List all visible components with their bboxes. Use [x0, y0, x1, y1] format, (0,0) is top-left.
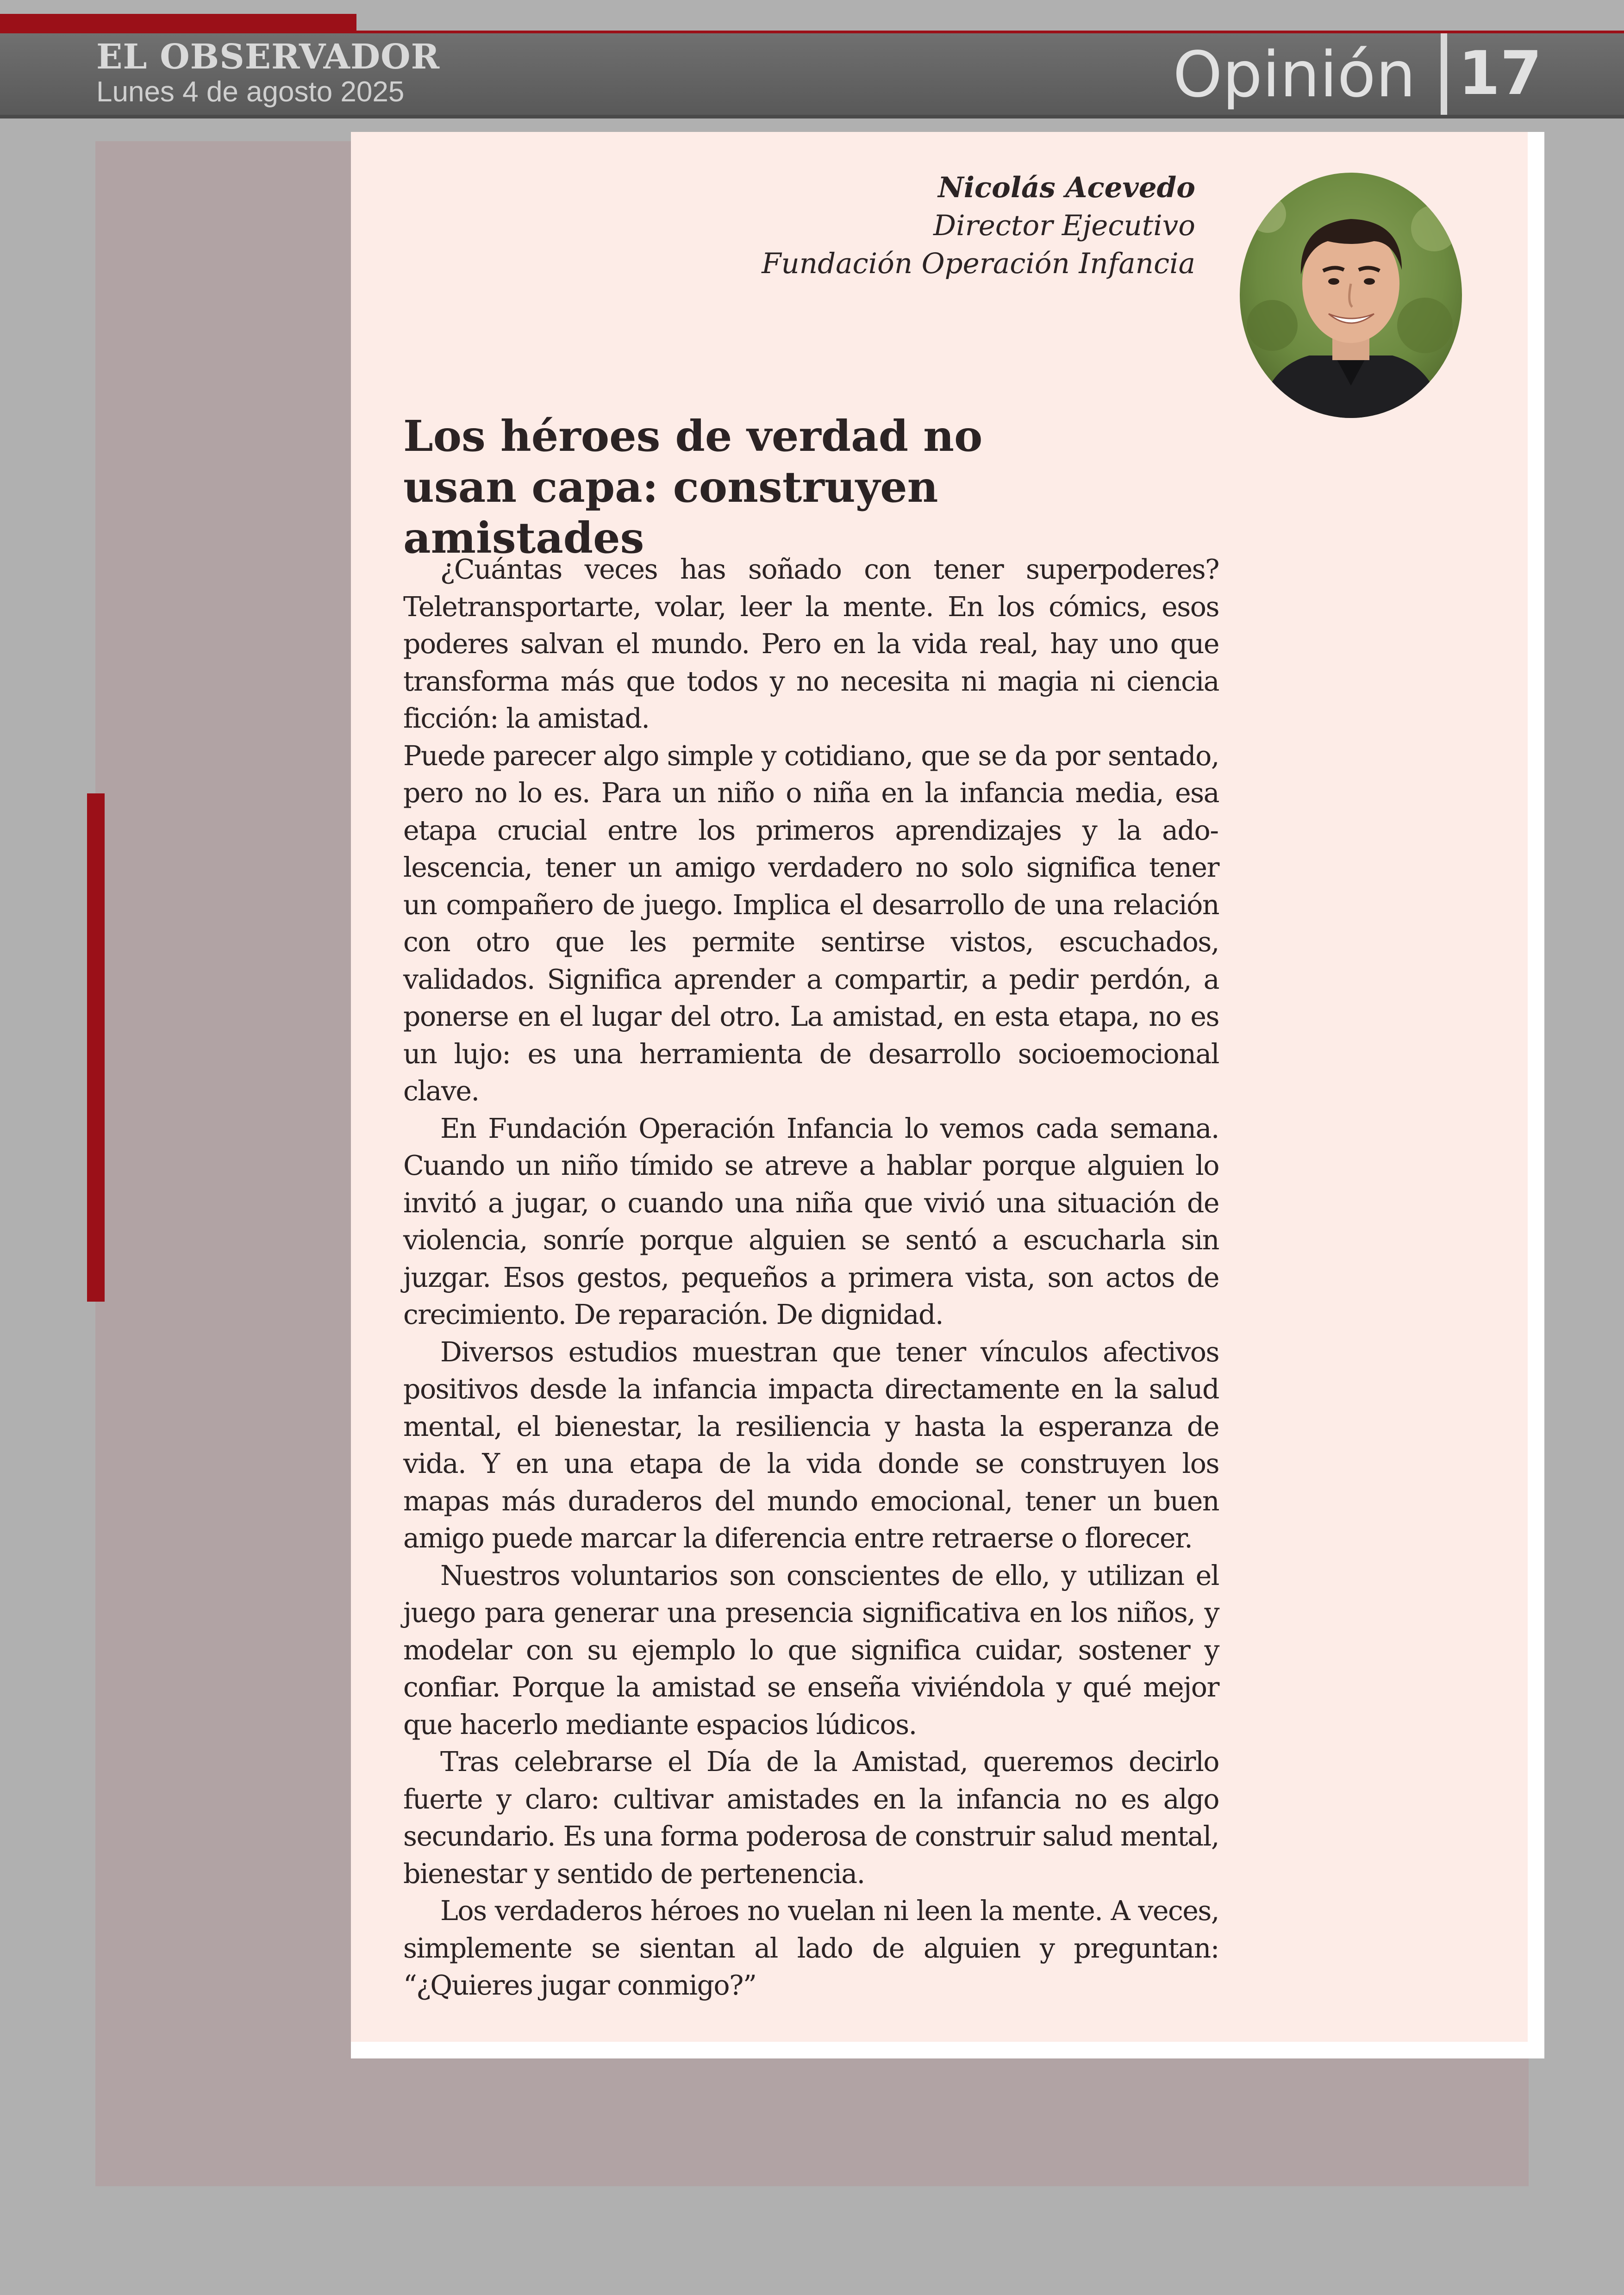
article-card — [351, 132, 1544, 2058]
article-paragraph: Tras celebrarse el Día de la Amistad, queremos decirlo fuerte y claro: cultivar amistades en la infancia no es algo secundario. Es una forma poderosa de construir salud mental, bienestar y sentido de pertenencia. — [403, 1746, 1219, 1890]
author-name: Nicolás Acevedo — [938, 171, 1195, 204]
author-organization: Fundación Operación Infancia — [762, 247, 1195, 280]
article-paragraph: Puede parecer algo simple y cotidiano, que se da por sentado, pero no lo es. Para un niño o niña en la infancia media, esa etapa crucial entre los primeros aprendizajes y la adolescencia, tener un amigo verdadero no solo significa tener un compañero de juego. Implica el desarrollo de una relación con otro que les permite sentirse vistos, escuchados, validados. Significa aprender a compartir, a pedir perdón, a ponerse en el lugar del otro. La amistad, en esta etapa, no es un lujo: es una herramienta de desarrollo socioemocional clave. — [403, 740, 1219, 1107]
header-accent-bar — [0, 14, 356, 31]
author-role: Director Ejecutivo — [933, 209, 1195, 242]
article-headline: Los héroes de verdad no usan capa: construyen amistades — [403, 411, 983, 563]
byline — [762, 169, 1195, 283]
article-body — [403, 551, 1219, 2004]
masthead: EL OBSERVADOR — [96, 37, 440, 77]
article-paragraph: ¿Cuántas veces has soñado con tener superpoderes? Teletransportarte, volar, leer la mente. En los cómics, esos poderes salvan el mundo. Pero en la vida real, hay uno que transforma más que todos y no necesita ni magia ni ciencia ficción: la amistad. — [403, 554, 1219, 734]
article-card-inner — [351, 132, 1528, 2042]
issue-date: Lunes 4 de agosto 2025 — [96, 76, 405, 108]
section-name: Opinión — [1173, 38, 1416, 112]
side-accent-bar — [87, 793, 105, 1302]
article-paragraph: Los verdaderos héroes no vuelan ni leen la mente. A veces, simplemente se sientan al lado de alguien y preguntan: “¿Quieres jugar conmigo?” — [403, 1895, 1219, 2001]
article-paragraph: Nuestros voluntarios son conscientes de ello, y utilizan el juego para generar una presencia significativa en los niños, y modelar con su ejemplo lo que significa cuidar, sostener y confiar. Porque la amistad se enseña viviéndola y qué mejor que hacerlo mediante espacios lúdicos. — [403, 1559, 1219, 1740]
page-number: 17 — [1458, 38, 1542, 108]
page-header — [0, 31, 1624, 118]
header-divider — [1441, 33, 1447, 115]
article-paragraph: En Fundación Operación Infancia lo vemos cada semana. Cuando un niño tímido se atreve a hablar porque alguien lo invitó a jugar, o cuando una niña que vivió una situación de violencia, sonríe porque alguien se sentó a escucharla sin juzgar. Esos gestos, pequeños a primera vista, son actos de crecimiento. De reparación. De dignidad. — [403, 1112, 1219, 1330]
article-paragraph: Diversos estudios muestran que tener vínculos afectivos positivos desde la infancia impacta directamente en la salud mental, el bienestar, la resiliencia y hasta la esperanza de vida. Y en una etapa de la vida donde se construyen los mapas más duraderos del mundo emocional, tener un buen amigo puede marcar la diferencia entre retraerse o florecer. — [403, 1336, 1219, 1554]
author-portrait-icon — [1240, 173, 1462, 418]
